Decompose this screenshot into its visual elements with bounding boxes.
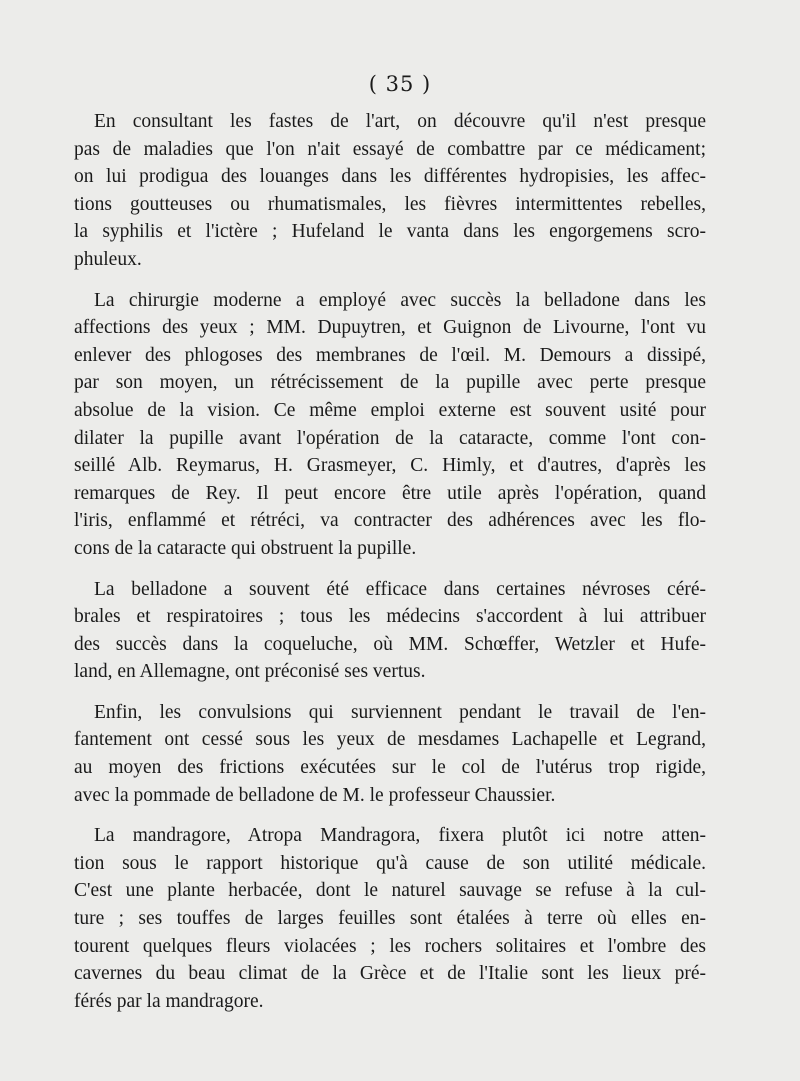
text-line: cons de la cataracte qui obstruent la pupille. — [74, 537, 417, 559]
text-line: tourent quelques fleurs violacées ; les rochers solitaires et l'ombre des — [74, 935, 706, 957]
text-line: férés par la mandragore. — [74, 990, 264, 1012]
text-line: enlever des phlogoses des membranes de l'œil. M. Demours a dissipé, — [74, 344, 706, 366]
text-line: La chirurgie moderne a employé avec succès la belladone dans les — [94, 289, 706, 311]
text-line: on lui prodigua des louanges dans les différentes hydropisies, les affec- — [74, 166, 706, 188]
text-line: En consultant les fastes de l'art, on découvre qu'il n'est presque — [94, 111, 706, 132]
text-line: absolue de la vision. Ce même emploi externe est souvent usité pour — [74, 399, 706, 421]
text-line: remarques de Rey. Il peut encore être utile après l'opération, quand — [74, 482, 706, 504]
body-text — [74, 108, 706, 1028]
text-line: avec la pommade de belladone de M. le professeur Chaussier. — [74, 784, 556, 806]
text-line: par son moyen, un rétrécissement de la pupille avec perte presque — [74, 372, 706, 394]
paragraph-1 — [74, 108, 706, 274]
text-line: cavernes du beau climat de la Grèce et de l'Italie sont les lieux pré- — [74, 963, 706, 985]
text-line: la syphilis et l'ictère ; Hufeland le vanta dans les engorgemens scro- — [74, 221, 706, 243]
text-line: Enfin, les convulsions qui surviennent pendant le travail de l'en- — [94, 701, 706, 723]
text-line: dilater la pupille avant l'opération de la cataracte, comme l'ont con- — [74, 427, 706, 449]
text-line: La belladone a souvent été efficace dans certaines névroses céré- — [94, 578, 706, 600]
text-line: ture ; ses touffes de larges feuilles sont étalées à terre où elles en- — [74, 908, 706, 930]
text-line: C'est une plante herbacée, dont le naturel sauvage se refuse à la cul- — [74, 880, 706, 902]
page-number: ( 35 ) — [368, 72, 432, 96]
text-line: des succès dans la coqueluche, où MM. Schœffer, Wetzler et Hufe- — [74, 633, 706, 655]
text-line: fantement ont cessé sous les yeux de mesdames Lachapelle et Legrand, — [74, 729, 706, 751]
text-line: La mandragore, Atropa Mandragora, fixera plutôt ici notre atten- — [94, 825, 706, 847]
paragraph-3 — [74, 576, 706, 686]
text-line: l'iris, enflammé et rétréci, va contracter des adhérences avec les flo- — [74, 510, 706, 532]
paragraph-5 — [74, 822, 706, 1015]
paragraph-4 — [74, 699, 706, 809]
text-line: phuleux. — [74, 248, 142, 270]
text-line: seillé Alb. Reymarus, H. Grasmeyer, C. Himly, et d'autres, d'après les — [74, 455, 706, 477]
text-line: pas de maladies que l'on n'ait essayé de combattre par ce médicament; — [74, 138, 706, 160]
text-line: brales et respiratoires ; tous les médecins s'accordent à lui attribuer — [74, 606, 706, 628]
text-line: affections des yeux ; MM. Dupuytren, et Guignon de Livourne, l'ont vu — [74, 317, 706, 339]
text-line: tion sous le rapport historique qu'à cause de son utilité médicale. — [74, 852, 706, 874]
text-line: land, en Allemagne, ont préconisé ses vertus. — [74, 661, 426, 683]
paragraph-2 — [74, 287, 706, 563]
text-line: au moyen des frictions exécutées sur le col de l'utérus trop rigide, — [74, 757, 706, 779]
text-line: tions goutteuses ou rhumatismales, les fièvres intermittentes rebelles, — [74, 193, 706, 215]
